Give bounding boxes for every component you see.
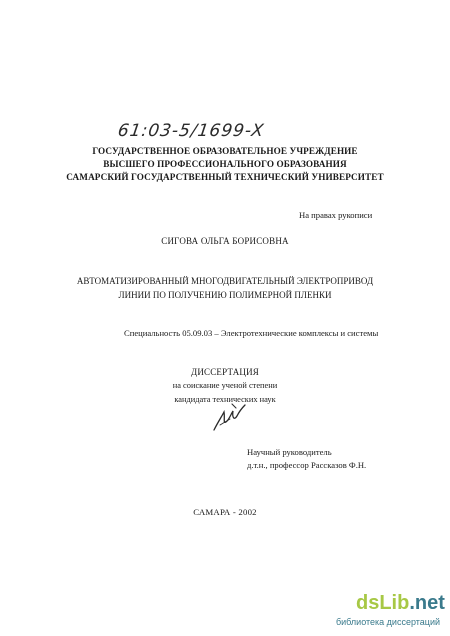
- watermark-subtitle: библиотека диссертаций: [335, 617, 440, 627]
- institution-line-2: ВЫСШЕГО ПРОФЕССИОНАЛЬНОГО ОБРАЗОВАНИЯ: [103, 159, 347, 169]
- watermark-brand-net: .net: [409, 592, 445, 614]
- supervisor-name: д.т.н., профессор Рассказов Ф.Н.: [247, 460, 367, 470]
- institution-line-1: ГОСУДАРСТВЕННОЕ ОБРАЗОВАТЕЛЬНОЕ УЧРЕЖДЕНИЕ: [92, 146, 358, 156]
- supervisor-label: Научный руководитель: [247, 447, 332, 457]
- document-type-heading: ДИССЕРТАЦИЯ: [190, 367, 259, 377]
- archive-stamp: 61:03-5/1699-X: [116, 121, 266, 141]
- author-name: СИГОВА ОЛЬГА БОРИСОВНА: [161, 236, 289, 246]
- handwritten-signature: [210, 400, 250, 436]
- watermark-brand-dslib: dsLib: [356, 592, 410, 614]
- dissertation-title-line-2: ЛИНИИ ПО ПОЛУЧЕНИЮ ПОЛИМЕРНОЙ ПЛЕНКИ: [118, 290, 332, 300]
- degree-line-2: кандидата технических наук: [174, 395, 276, 404]
- specialty-line: Специальность 05.09.03 – Электротехнические комплексы и системы: [124, 328, 379, 338]
- manuscript-rights-note: На правах рукописи: [299, 210, 373, 220]
- degree-line-1: на соискание ученой степени: [172, 381, 278, 390]
- institution-line-3: САМАРСКИЙ ГОСУДАРСТВЕННЫЙ ТЕХНИЧЕСКИЙ УНИВЕРСИТЕТ: [66, 172, 384, 182]
- dissertation-title-line-1: АВТОМАТИЗИРОВАННЫЙ МНОГОДВИГАТЕЛЬНЫЙ ЭЛЕКТРОПРИВОД: [76, 276, 374, 286]
- watermark-logo: [356, 592, 445, 615]
- city-year: САМАРА - 2002: [193, 507, 257, 517]
